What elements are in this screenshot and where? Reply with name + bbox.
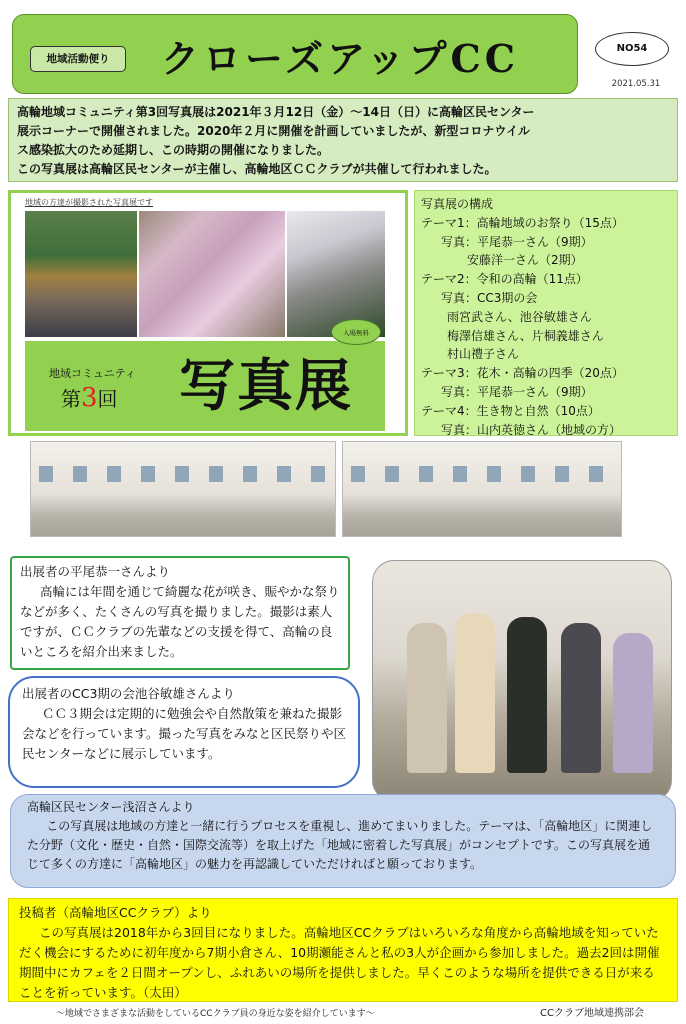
composition-line: 写真：平尾恭一さん（9期） — [441, 384, 593, 399]
footer-organization: CCクラブ地域連携部会 — [540, 1008, 644, 1019]
intro-line: ス感染拡大のため延期し、この時期の開催になりました。 — [17, 143, 330, 157]
intro-line: 高輪地域コミュニティ第3回写真展は2021年３月12日（金）～14日（日）に高輪区民センター — [17, 105, 535, 119]
free-admission-badge: 入場無料 — [331, 319, 381, 345]
composition-line: 雨宮武さん、池谷敏雄さん — [447, 309, 592, 324]
composition-line: 写真：平尾恭一さん（9期） — [441, 234, 593, 249]
person-figure — [561, 623, 601, 773]
composition-line: 写真：山内英徳さん（地域の方） — [441, 422, 622, 437]
edition-number: 3 — [81, 383, 98, 413]
asanuma-heading: 高輪区民センター浅沼さんより — [27, 800, 195, 814]
asanuma-body: この写真展は地域の方達と一緒に行うプロセスを重視し、進めてまいりました。テーマは、「高輪地区」に関連した分野（文化・歴史・自然・国際交流等）を取上げた「地域に密着した写真展」がコンセプトです。この写真展を通じて多くの方達に「高輪地区」の魅力を再認識していただければと願っております。 — [27, 819, 653, 871]
edition-suffix: 回 — [97, 387, 118, 411]
person-figure — [407, 623, 447, 773]
poster-title: 写真展 — [179, 353, 353, 419]
intro-box — [8, 98, 678, 182]
poster-caption: 地域の方達が撮影された写真展です — [25, 198, 153, 207]
composition-line: 写真展の構成 — [421, 197, 494, 211]
hirao-comment — [10, 556, 350, 670]
issue-number-badge: NO54 — [595, 32, 669, 66]
contributor-comment — [8, 898, 678, 1002]
group-photo — [372, 560, 672, 802]
person-figure — [613, 633, 653, 773]
gallery-photo-right — [342, 441, 622, 537]
footer-note: ～地域でさまざまな活動をしているCCクラブ員の身近な姿を紹介しています～ — [56, 1009, 375, 1019]
hirao-body: 高輪には年間を通じて綺麗な花が咲き、賑やかな祭りなどが多く、たくさんの写真を撮りました。撮影は素人ですが、ＣＣクラブの先輩などの支援を得て、高輪の良いところを紹介出来ました。 — [20, 584, 340, 659]
person-figure — [507, 617, 547, 773]
festival-photo — [25, 211, 137, 337]
composition-line: 梅澤信雄さん、片桐義雄さん — [447, 328, 604, 343]
gallery-photo-left — [30, 441, 336, 537]
person-figure — [455, 613, 495, 773]
intro-line: この写真展は高輪区民センターが主催し、高輪地区ＣＣクラブが共催して行われました。 — [17, 162, 497, 176]
section-label: 地域活動便り — [30, 46, 126, 72]
exhibition-composition — [414, 190, 678, 436]
blossom-tree-photo — [287, 211, 385, 337]
composition-line: テーマ2：令和の高輪（11点） — [421, 272, 588, 287]
contributor-body: この写真展は2018年から3回目になりました。高輪地区CCクラブはいろいろな角度から高輪地域を知っていただく機会にするために初年度から7期小倉さん、10期瀬能さんと私の3人が企画から参加しました。過去2回は開催期間中にカフェを２日間オープンし、ふれあいの場所を提供しました。早くこのような場所を提供できる日が来ることを祈っています。（太田） — [19, 925, 660, 1000]
composition-line: テーマ1：高輪地域のお祭り（15点） — [421, 215, 624, 230]
poster-edition — [61, 383, 118, 413]
hirao-heading: 出展者の平尾恭一さんより — [20, 564, 171, 579]
composition-line: 安藤洋一さん（2期） — [467, 253, 583, 268]
exhibition-poster — [8, 190, 408, 436]
edition-prefix: 第 — [61, 387, 81, 411]
ikeya-comment — [8, 676, 360, 788]
asanuma-comment — [10, 794, 676, 888]
page-title: クローズアップCC — [161, 36, 519, 81]
issue-date: 2021.05.31 — [611, 79, 661, 89]
poster-subtitle: 地域コミュニティ — [49, 367, 136, 380]
composition-line: 村山禮子さん — [447, 347, 520, 362]
composition-line: テーマ4：生き物と自然（10点） — [421, 403, 600, 418]
contributor-heading: 投稿者（高輪地区CCクラブ）より — [19, 905, 212, 920]
cherry-blossom-photo — [139, 211, 285, 337]
ikeya-body: ＣＣ３期会は定期的に勉強会や自然散策を兼ねた撮影会などを行っています。撮った写真をみなと区民祭りや区民センターなどに展示しています。 — [22, 706, 347, 761]
composition-line: 写真：CC3期の会 — [441, 290, 538, 305]
intro-line: 展示コーナーで開催されました。2020年２月に開催を計画していましたが、新型コロナウイル — [17, 124, 531, 138]
composition-line: テーマ3：花木・高輪の四季（20点） — [421, 366, 624, 381]
ikeya-heading: 出展者のCC3期の会池谷敏雄さんより — [22, 686, 235, 701]
